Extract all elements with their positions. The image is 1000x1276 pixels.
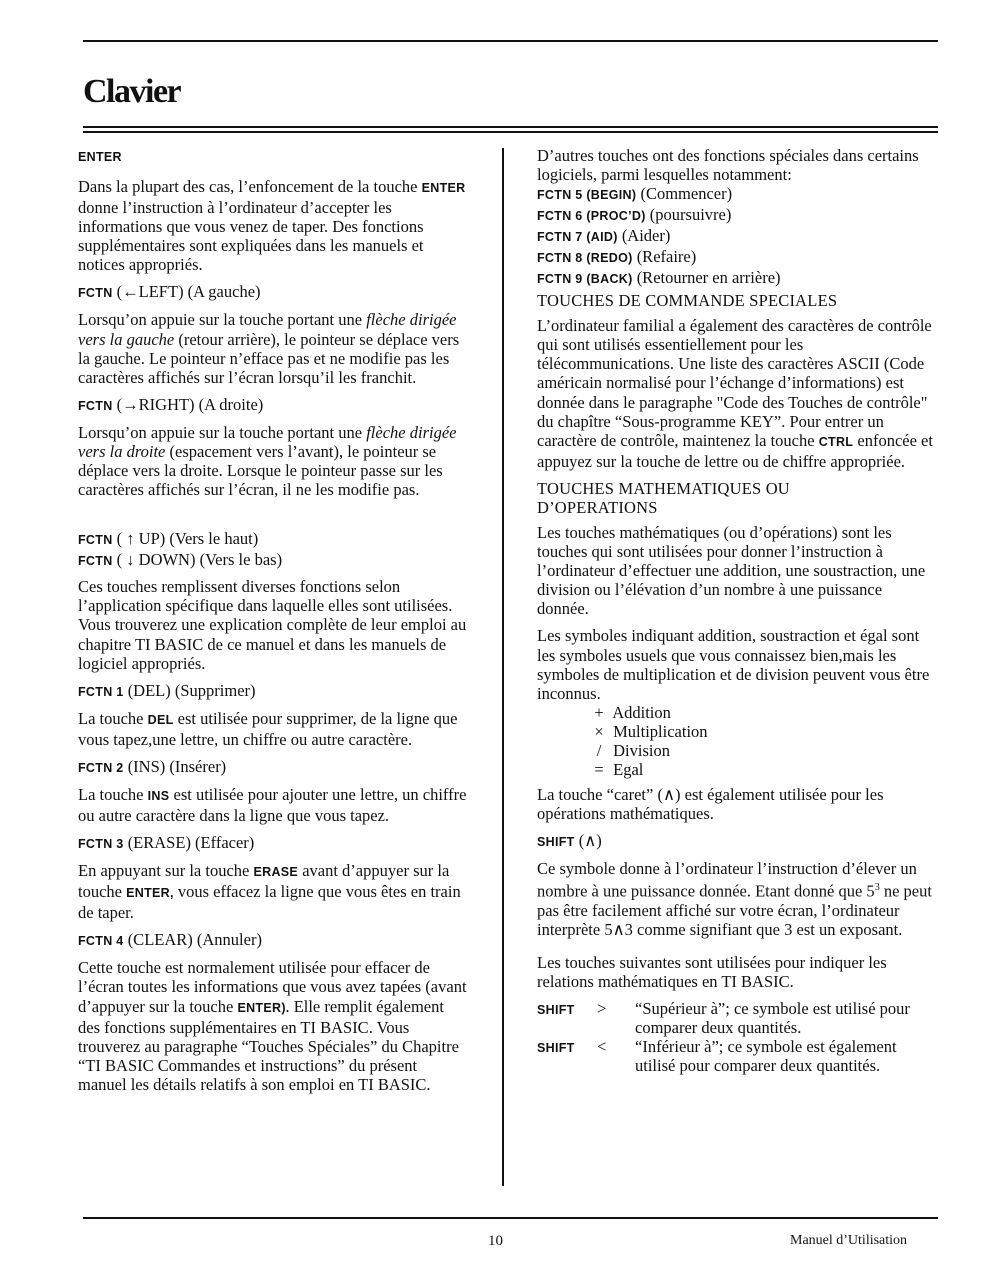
relations-list: [537, 999, 937, 1075]
math-keys-paragraph: Les touches mathématiques (ou d’opérations) sont les touches qui sont utilisées pour donner l’instruction à l’ordinateur d’effectuer une addition, une soustraction, une division ou l’élévation d’un nombre à une puissance donnée.: [537, 522, 926, 619]
right-column: [537, 146, 937, 1075]
special-keys-intro: D’autres touches ont des fonctions spéciales dans certains logiciels, parmi lesquelles notamment:: [537, 146, 919, 185]
right-key-paragraph: Lorsqu’on appuie sur la touche portant une flèche dirigée vers la droite (espacement vers l’avant), le pointeur se déplace vers la droite. Lorsque le pointeur passe sur les caractères affichés sur l’écran, il ne les modifie pas.: [78, 422, 457, 500]
left-key-heading: FCTN (←LEFT) (A gauche): [78, 282, 261, 302]
symbol-item: + Addition: [594, 702, 671, 722]
updown-paragraph: Ces touches remplissent diverses fonctions selon l’application spécifique dans laquelle elles sont utilisées. Vous trouverez une explication complète de leur emploi au chapitre TI BASIC de ce manuel et dans les manuels de logiciel appropriés.: [78, 577, 467, 673]
control-keys-paragraph: L’ordinateur familial a également des caractères de contrôle qui sont utilisés essentiellement pour les télécommunications. Une liste des caractères ASCII (Code américain normalisé pour l’échange d’informations) est donnée dans le paragraphe "Code des Touches de contrôle" du chapître “Sous-programme KEY”. Pour entrer un caractère de contrôle, maintenez la touche CTRL enfoncée et appuyez sur la touche de lettre ou de chiffre appropriée.: [537, 316, 933, 471]
page-number: 10: [488, 1233, 503, 1249]
page-title: Clavier: [83, 73, 181, 110]
enter-heading: ENTER: [78, 150, 122, 164]
symbols-paragraph: Les symboles indiquant addition, soustraction et égal sont les symboles usuels que vous connaissez bien,mais les symboles de multiplication et de division peuvent vous être inconnus.: [537, 626, 930, 703]
down-key-heading: FCTN ( ↓ DOWN) (Vers le bas): [78, 550, 283, 570]
relations-paragraph: Les touches suivantes sont utilisées pour indiquer les relations mathématiques en TI BASIC.: [537, 952, 887, 991]
special-key-item: FCTN 6 (PROC’D) (poursuivre): [537, 205, 732, 225]
bottom-rule: [83, 1217, 938, 1219]
symbol-item: / Division: [596, 740, 670, 760]
relation-item: SHIFT > “Supérieur à”; ce symbole est utilisé pour comparer deux quantités.: [537, 999, 910, 1038]
left-column: [78, 146, 468, 1094]
symbol-list: [537, 703, 937, 779]
math-keys-heading: TOUCHES MATHEMATIQUES OU D’OPERATIONS: [537, 478, 790, 517]
enter-paragraph: Dans la plupart des cas, l’enfoncement de la touche ENTER donne l’instruction à l’ordinateur d’accepter les informations que vous venez de taper. Des fonctions supplémentaires sont expliquées dans les manuels et notices appropriés.: [78, 177, 466, 275]
ins-paragraph: La touche INS est utilisée pour ajouter une lettre, un chiffre ou autre caractère dans la ligne que vous tapez.: [78, 784, 467, 825]
special-key-item: FCTN 8 (REDO) (Refaire): [537, 247, 697, 267]
special-key-item: FCTN 5 (BEGIN) (Commencer): [537, 184, 733, 204]
ins-key-heading: FCTN 2 (INS) (Insérer): [78, 756, 227, 776]
symbol-item: × Multiplication: [594, 721, 708, 741]
top-rule: [83, 40, 938, 42]
special-key-item: FCTN 9 (BACK) (Retourner en arrière): [537, 268, 781, 288]
up-key-heading: FCTN ( ↑ UP) (Vers le haut): [78, 529, 259, 549]
footer-manual-title: Manuel d’Utilisation: [790, 1233, 908, 1248]
clear-paragraph: Cette touche est normalement utilisée pour effacer de l’écran toutes les informations que vous avez tapées (avant d’appuyer sur la touche ENTER). Elle remplit également des fonctions supplémentaires en TI BASIC. Vous trouverez au paragraphe “Touches Spéciales” du Chapitre “TI BASIC Commandes et instructions” du présent manuel les détails relatifs à son emploi en TI BASIC.: [78, 958, 467, 1094]
title-rule-1: [83, 126, 938, 128]
power-paragraph: Ce symbole donne à l’ordinateur l’instruction d’élever un nombre à une puissance donnée. Etant donné que $5^3$ ne peut pas être facilement affiché sur votre écran, l’ordinateur interprète 5∧3 comme signifiant que 3 est un exposant.: [537, 858, 932, 939]
del-paragraph: La touche DEL est utilisée pour supprimer, de la ligne que vous tapez,une lettre, un chiffre ou autre caractère.: [78, 708, 458, 749]
column-divider: [502, 148, 504, 1186]
left-key-paragraph: Lorsqu’on appuie sur la touche portant une flèche dirigée vers la gauche (retour arrière), le pointeur se déplace vers la gauche. Le pointeur n’efface pas et ne modifie pas les caractères affichés sur l’écran lorsqu’il les franchit.: [78, 310, 460, 387]
right-key-heading: FCTN (→RIGHT) (A droite): [78, 394, 264, 414]
del-key-heading: FCTN 1 (DEL) (Supprimer): [78, 680, 256, 700]
title-rule-2: [83, 131, 938, 133]
control-keys-heading: TOUCHES DE COMMANDE SPECIALES: [537, 291, 838, 311]
erase-key-heading: FCTN 3 (ERASE) (Effacer): [78, 833, 255, 853]
special-key-item: FCTN 7 (AID) (Aider): [537, 226, 671, 246]
shift-caret-heading: SHIFT (∧): [537, 830, 602, 850]
symbol-item: = Egal: [594, 759, 644, 779]
special-keys-list: [537, 184, 937, 289]
caret-paragraph: La touche “caret” (∧) est également utilisée pour les opérations mathématiques.: [537, 784, 884, 823]
clear-key-heading: FCTN 4 (CLEAR) (Annuler): [78, 930, 262, 950]
relation-item: SHIFT < “Inférieur à”; ce symbole est également utilisé pour comparer deux quantités.: [537, 1037, 897, 1076]
erase-paragraph: En appuyant sur la touche ERASE avant d’appuyer sur la touche ENTER, vous effacez la ligne que vous êtes en train de taper.: [78, 861, 461, 923]
